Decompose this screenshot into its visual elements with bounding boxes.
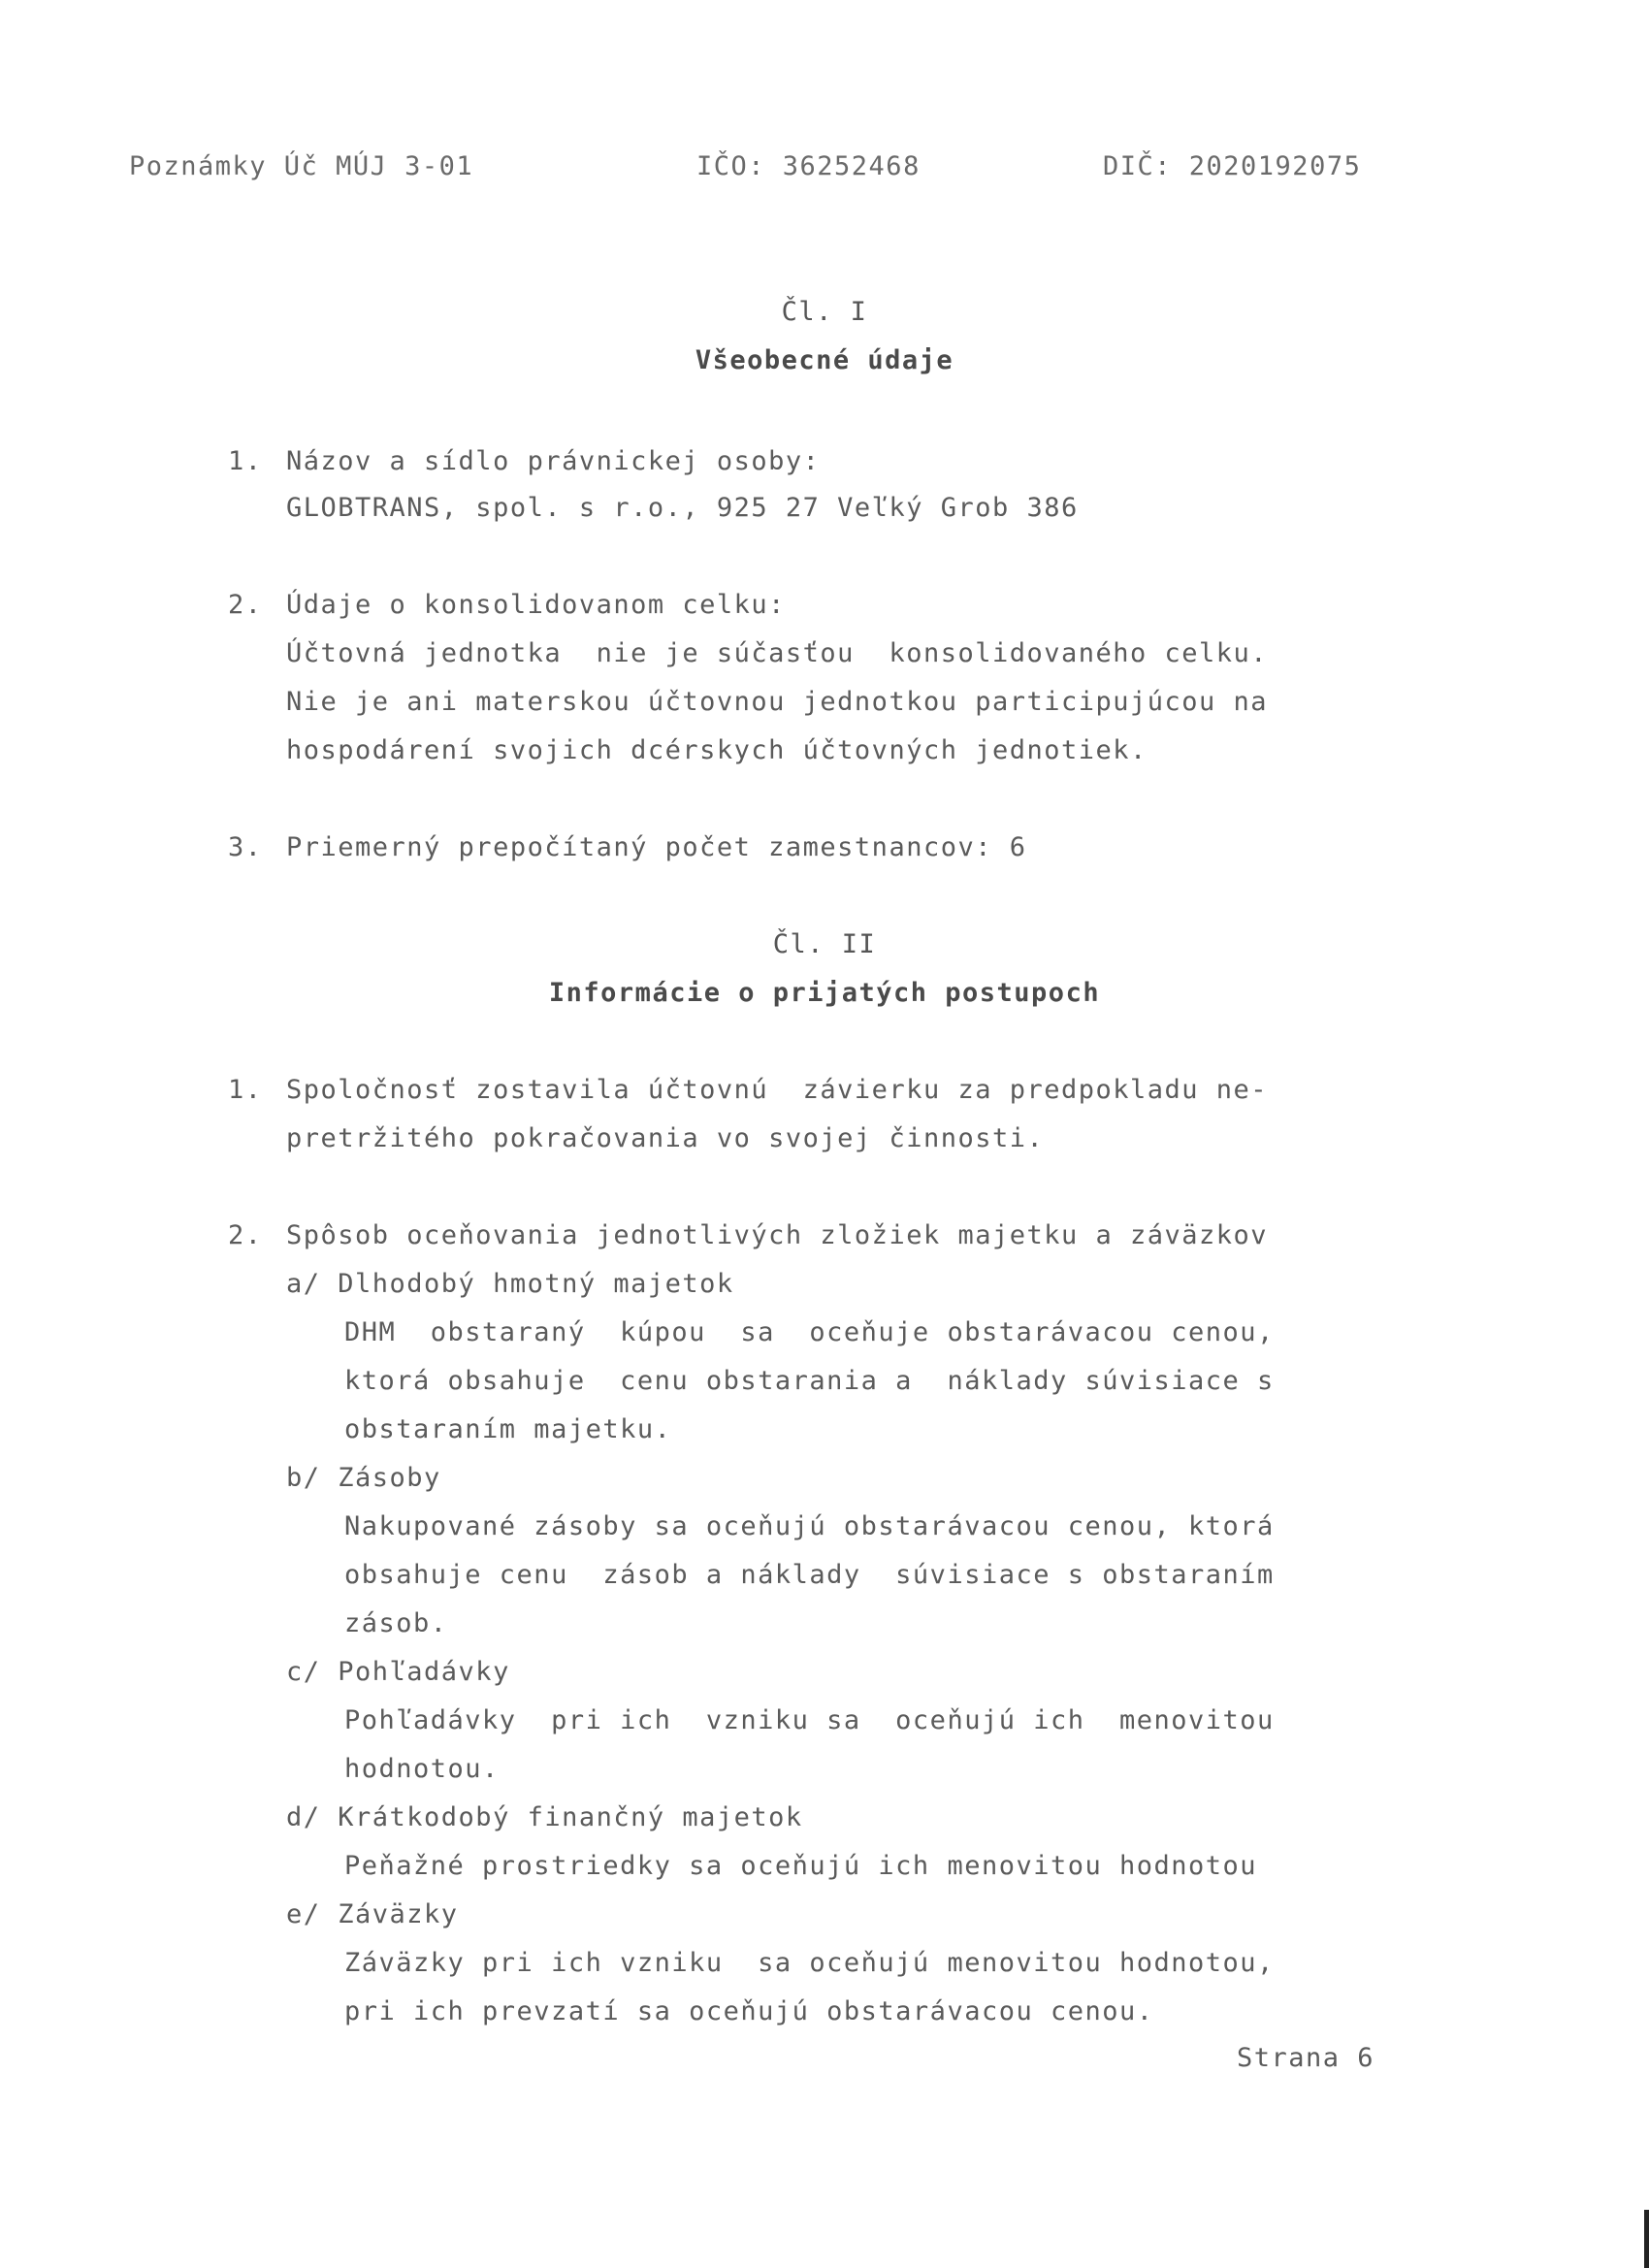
subitem-d-line1: Peňažné prostriedky sa oceňujú ich menovitou hodnotou xyxy=(344,1851,1258,1881)
subitem-b-label: b/ Zásoby xyxy=(286,1463,441,1493)
subitem-e-line2: pri ich prevzatí sa oceňujú obstarávacou cenou. xyxy=(344,1996,1154,2026)
a1-item1-heading: Názov a sídlo právnickej osoby: xyxy=(286,446,821,476)
subitem-b-line3: zásob. xyxy=(344,1608,448,1638)
a2-item1-line2: pretržitého pokračovania vo svojej činnosti. xyxy=(286,1123,1045,1153)
subitem-c-label: c/ Pohľadávky xyxy=(286,1657,510,1687)
a1-item2-line2: Nie je ani materskou účtovnou jednotkou participujúcou na xyxy=(286,687,1269,717)
a2-item2-heading: Spôsob oceňovania jednotlivých zložiek majetku a záväzkov xyxy=(286,1220,1269,1250)
header-dic: DIČ: 2020192075 xyxy=(1103,151,1362,181)
a1-item2-heading: Údaje o konsolidovanom celku: xyxy=(286,590,786,620)
header-form-label: Poznámky Úč MÚJ 3-01 xyxy=(129,151,474,181)
a2-item1-line1: Spoločnosť zostavila účtovnú závierku za predpokladu ne- xyxy=(286,1075,1269,1105)
subitem-b-line2: obsahuje cenu zásob a náklady súvisiace s obstaraním xyxy=(344,1560,1275,1590)
subitem-d-label: d/ Krátkodobý finančný majetok xyxy=(286,1802,803,1832)
a1-item2-line3: hospodárení svojich dcérskych účtovných jednotiek. xyxy=(286,735,1148,765)
a1-item1-line1: GLOBTRANS, spol. s r.o., 925 27 Veľký Grob 386 xyxy=(286,493,1079,523)
article-1-title: Všeobecné údaje xyxy=(695,345,954,375)
a1-item2-line1: Účtovná jednotka nie je súčasťou konsolidovaného celku. xyxy=(286,638,1269,668)
article-1-number: Čl. I xyxy=(781,297,868,327)
article-2-title: Informácie o prijatých postupoch xyxy=(548,978,1101,1008)
subitem-e-label: e/ Záväzky xyxy=(286,1899,459,1929)
subitem-a-line1: DHM obstaraný kúpou sa oceňuje obstarávacou cenou, xyxy=(344,1317,1275,1347)
a1-item3-marker: 3. xyxy=(228,832,263,862)
subitem-a-line2: ktorá obsahuje cenu obstarania a náklady súvisiace s xyxy=(344,1366,1275,1396)
a2-item1-marker: 1. xyxy=(228,1075,263,1105)
subitem-c-line1: Pohľadávky pri ich vzniku sa oceňujú ich menovitou xyxy=(344,1705,1275,1735)
subitem-a-label: a/ Dlhodobý hmotný majetok xyxy=(286,1269,734,1299)
subitem-a-line3: obstaraním majetku. xyxy=(344,1414,672,1444)
subitem-e-line1: Záväzky pri ich vzniku sa oceňujú menovitou hodnotou, xyxy=(344,1948,1275,1978)
scan-edge-mark xyxy=(1644,2210,1649,2268)
header-ico: IČO: 36252468 xyxy=(696,151,921,181)
a1-item1-marker: 1. xyxy=(228,446,263,476)
article-2-number: Čl. II xyxy=(772,929,877,959)
subitem-c-line2: hodnotou. xyxy=(344,1754,500,1784)
a2-item2-marker: 2. xyxy=(228,1220,263,1250)
a1-item2-marker: 2. xyxy=(228,590,263,620)
a1-item3-heading: Priemerný prepočítaný počet zamestnancov: 6 xyxy=(286,832,1027,862)
page-number: Strana 6 xyxy=(1237,2043,1375,2073)
subitem-b-line1: Nakupované zásoby sa oceňujú obstarávacou cenou, ktorá xyxy=(344,1511,1275,1541)
